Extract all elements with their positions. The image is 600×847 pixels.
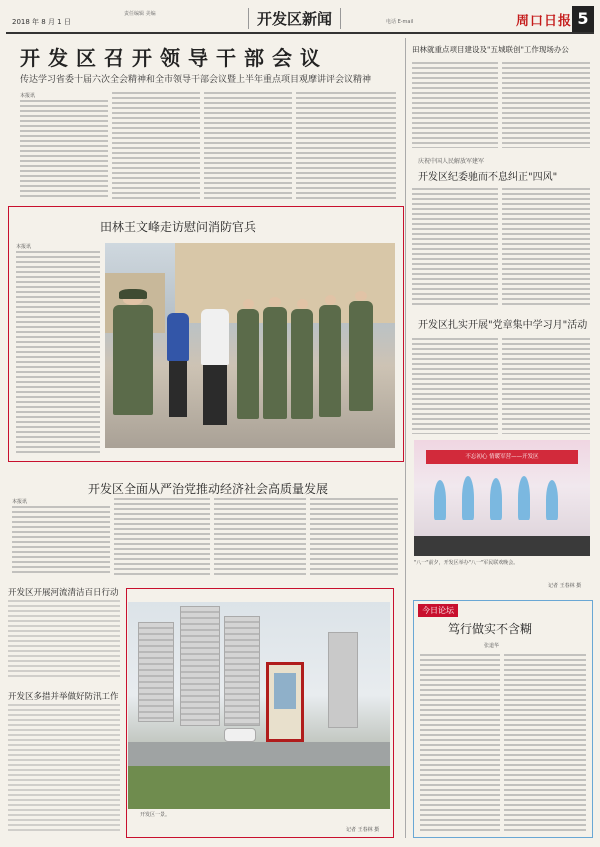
right-text-1a	[412, 62, 498, 148]
right-text-2a	[412, 188, 498, 306]
editor-credit: 责任编辑 美编	[124, 11, 156, 17]
lead-headline: 开发区召开领导干部会议	[20, 46, 328, 70]
right-text-3b	[502, 338, 590, 434]
right-headline-3: 开发区扎实开展"党章集中学习月"活动	[418, 320, 588, 331]
newspaper-logo: 周口日报	[516, 14, 573, 29]
forum-text-col-2	[504, 654, 586, 832]
photo3-caption: "八一"前夕，开发区举办"八一"军民联欢晚会。	[414, 560, 519, 566]
right-headline-2: 开发区纪委驰而不息纠正"四风"	[418, 172, 558, 183]
story2-text-col-4	[310, 498, 398, 576]
left-text-1	[8, 600, 120, 680]
feature-text	[16, 251, 100, 453]
feature-headline: 田林王文峰走访慰问消防官兵	[100, 220, 257, 234]
forum-author: 张道华	[484, 643, 500, 649]
right-text-3a	[412, 338, 498, 434]
right-kicker: 庆祝中国人民解放军建军	[418, 158, 485, 165]
story2-text-col-2	[114, 498, 210, 576]
left-headline-2: 开发区多措并举做好防汛工作	[8, 692, 119, 702]
feature-photo	[105, 243, 395, 448]
stage-banner: 不忘初心 情暖军营——开发区	[426, 450, 578, 464]
lead-text-col-4	[296, 92, 396, 200]
forum-text-col-1	[420, 654, 500, 832]
right-text-2b	[502, 188, 590, 306]
lead-byline: 本报讯	[20, 93, 36, 99]
issue-date: 2018 年 8 月 1 日	[12, 18, 71, 26]
left-text-2	[8, 704, 120, 834]
page-number: 5	[572, 6, 594, 32]
story2-text-col-3	[214, 498, 306, 576]
section-title: 开发区新闻	[248, 8, 341, 29]
right-headline-1: 田林就重点项目建设及"五城联创"工作现场办公	[412, 45, 569, 54]
photo3-credit: 记者 王春林 摄	[548, 583, 582, 589]
feature-byline: 本报讯	[16, 244, 32, 250]
street-photo	[128, 602, 390, 809]
contact-info: 电话 E-mail	[386, 19, 414, 25]
forum-headline: 笃行做实不含糊	[448, 622, 533, 636]
story2-byline: 本报讯	[12, 499, 28, 505]
forum-tag: 今日论坛	[418, 604, 458, 617]
lead-subheadline: 传达学习省委十届六次全会精神和全市领导干部会议暨上半年重点项目观摩讲评会议精神	[20, 75, 372, 85]
story2-headline: 开发区全面从严治党推动经济社会高质量发展	[88, 482, 329, 496]
photo2-caption: 开发区一景。	[140, 812, 171, 818]
column-rule	[405, 38, 406, 838]
photo2-credit: 记者 王春林 摄	[346, 827, 380, 833]
lead-text-col-2	[112, 92, 200, 200]
performance-photo	[414, 440, 590, 556]
masthead	[6, 6, 594, 34]
lead-text-col-1	[20, 100, 108, 200]
left-headline-1: 开发区开展河流清洁百日行动	[8, 588, 119, 598]
story2-text-col-1	[12, 506, 110, 576]
lead-text-col-3	[204, 92, 292, 200]
right-text-1b	[502, 62, 590, 148]
